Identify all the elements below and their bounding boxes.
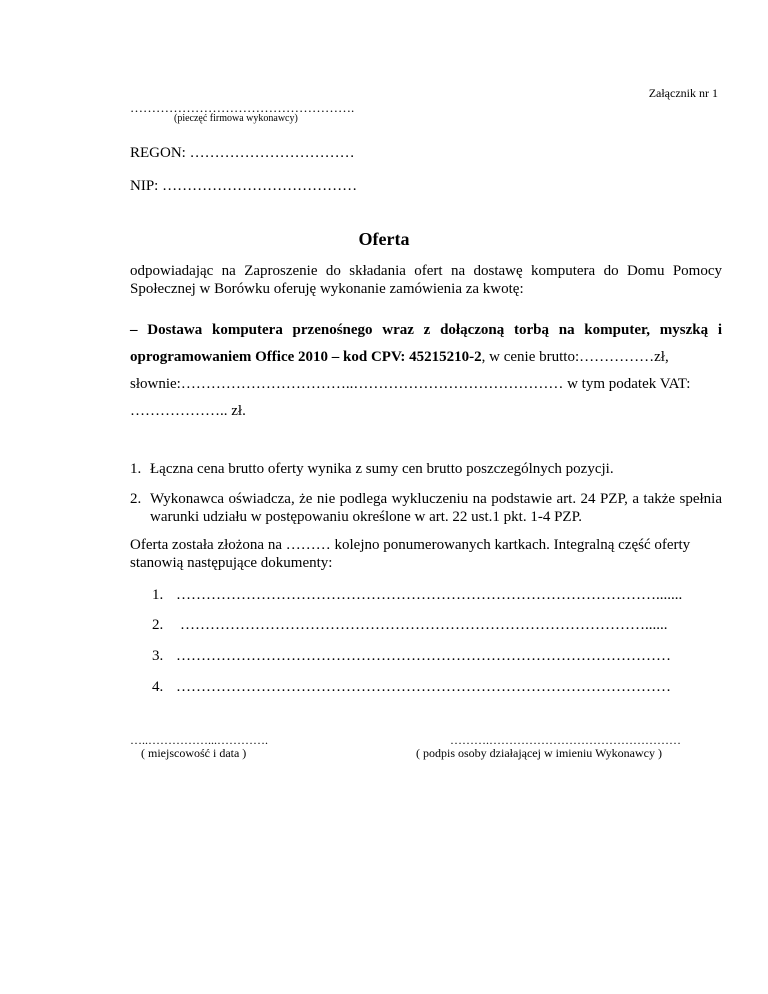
condition-number: 2. xyxy=(130,491,142,507)
offer-price-in-words: słownie:……………………………..…………………………………… w tym podatek VAT: xyxy=(130,376,691,392)
document-title: Oferta xyxy=(358,229,410,249)
company-stamp-field: ……………………………………………. xyxy=(130,100,355,115)
document-number: 2. xyxy=(152,617,164,633)
condition-text: Wykonawca oświadcza, że nie podlega wykluczeniu na podstawie art. 24 PZP, a także spełnia warunki udziału w postępowaniu określone w art. 22 ust.1 pkt. 1-4 PZP. xyxy=(150,491,722,525)
document-number: 4. xyxy=(152,679,164,695)
signature-caption: ( podpis osoby działającej w imieniu Wykonawcy ) xyxy=(416,746,662,760)
place-date-field: …..……………...…………. xyxy=(130,733,268,747)
annex-label: Załącznik nr 1 xyxy=(648,86,718,100)
documents-intro: Oferta została złożona na ……… kolejno ponumerowanych kartkach. Integralną część oferty stanowią następujące dokumenty: xyxy=(130,537,691,571)
document-dots: ……………………………………………………………………………………… xyxy=(176,648,671,664)
signature-field: ……….………………………………………… xyxy=(450,733,681,747)
offer-gross-price: , w cenie brutto:……………zł, xyxy=(481,349,669,365)
place-date-caption: ( miejscowość i data ) xyxy=(141,746,247,760)
document-dots: ……………………………………………………………………………………....... xyxy=(176,587,683,603)
document-dots: …………………………………………………………………………………...... xyxy=(180,617,668,633)
document-number: 1. xyxy=(152,587,164,603)
intro-paragraph: odpowiadając na Zaproszenie do składania ofert na dostawę komputera do Domu Pomocy Społecznej w Borówku oferuję wykonanie zamówienia za kwotę: xyxy=(130,263,722,297)
document-line xyxy=(152,679,671,696)
condition-item xyxy=(130,490,722,526)
document-line xyxy=(152,617,668,634)
condition-text: Łączna cena brutto oferty wynika z sumy cen brutto poszczególnych pozycji. xyxy=(150,461,614,477)
nip-field: NIP: ………………………………… xyxy=(130,178,358,194)
document-number: 3. xyxy=(152,648,164,664)
document-line xyxy=(152,587,682,604)
company-stamp-caption: (pieczęć firmowa wykonawcy) xyxy=(174,113,298,124)
document-line xyxy=(152,648,671,665)
offer-paragraph xyxy=(130,317,722,425)
condition-item xyxy=(130,460,722,478)
conditions-list xyxy=(130,460,722,526)
document-dots: ……………………………………………………………………………………… xyxy=(176,679,671,695)
offer-item-description: – Dostawa komputera przenośnego wraz z dołączoną torbą na komputer, myszką i oprogramowaniem Office 2010 – kod CPV: 45215210-2 xyxy=(130,322,722,365)
regon-field: REGON: …………………………… xyxy=(130,145,355,161)
offer-vat-amount: ……………….. zł. xyxy=(130,403,246,419)
condition-number: 1. xyxy=(130,461,142,477)
